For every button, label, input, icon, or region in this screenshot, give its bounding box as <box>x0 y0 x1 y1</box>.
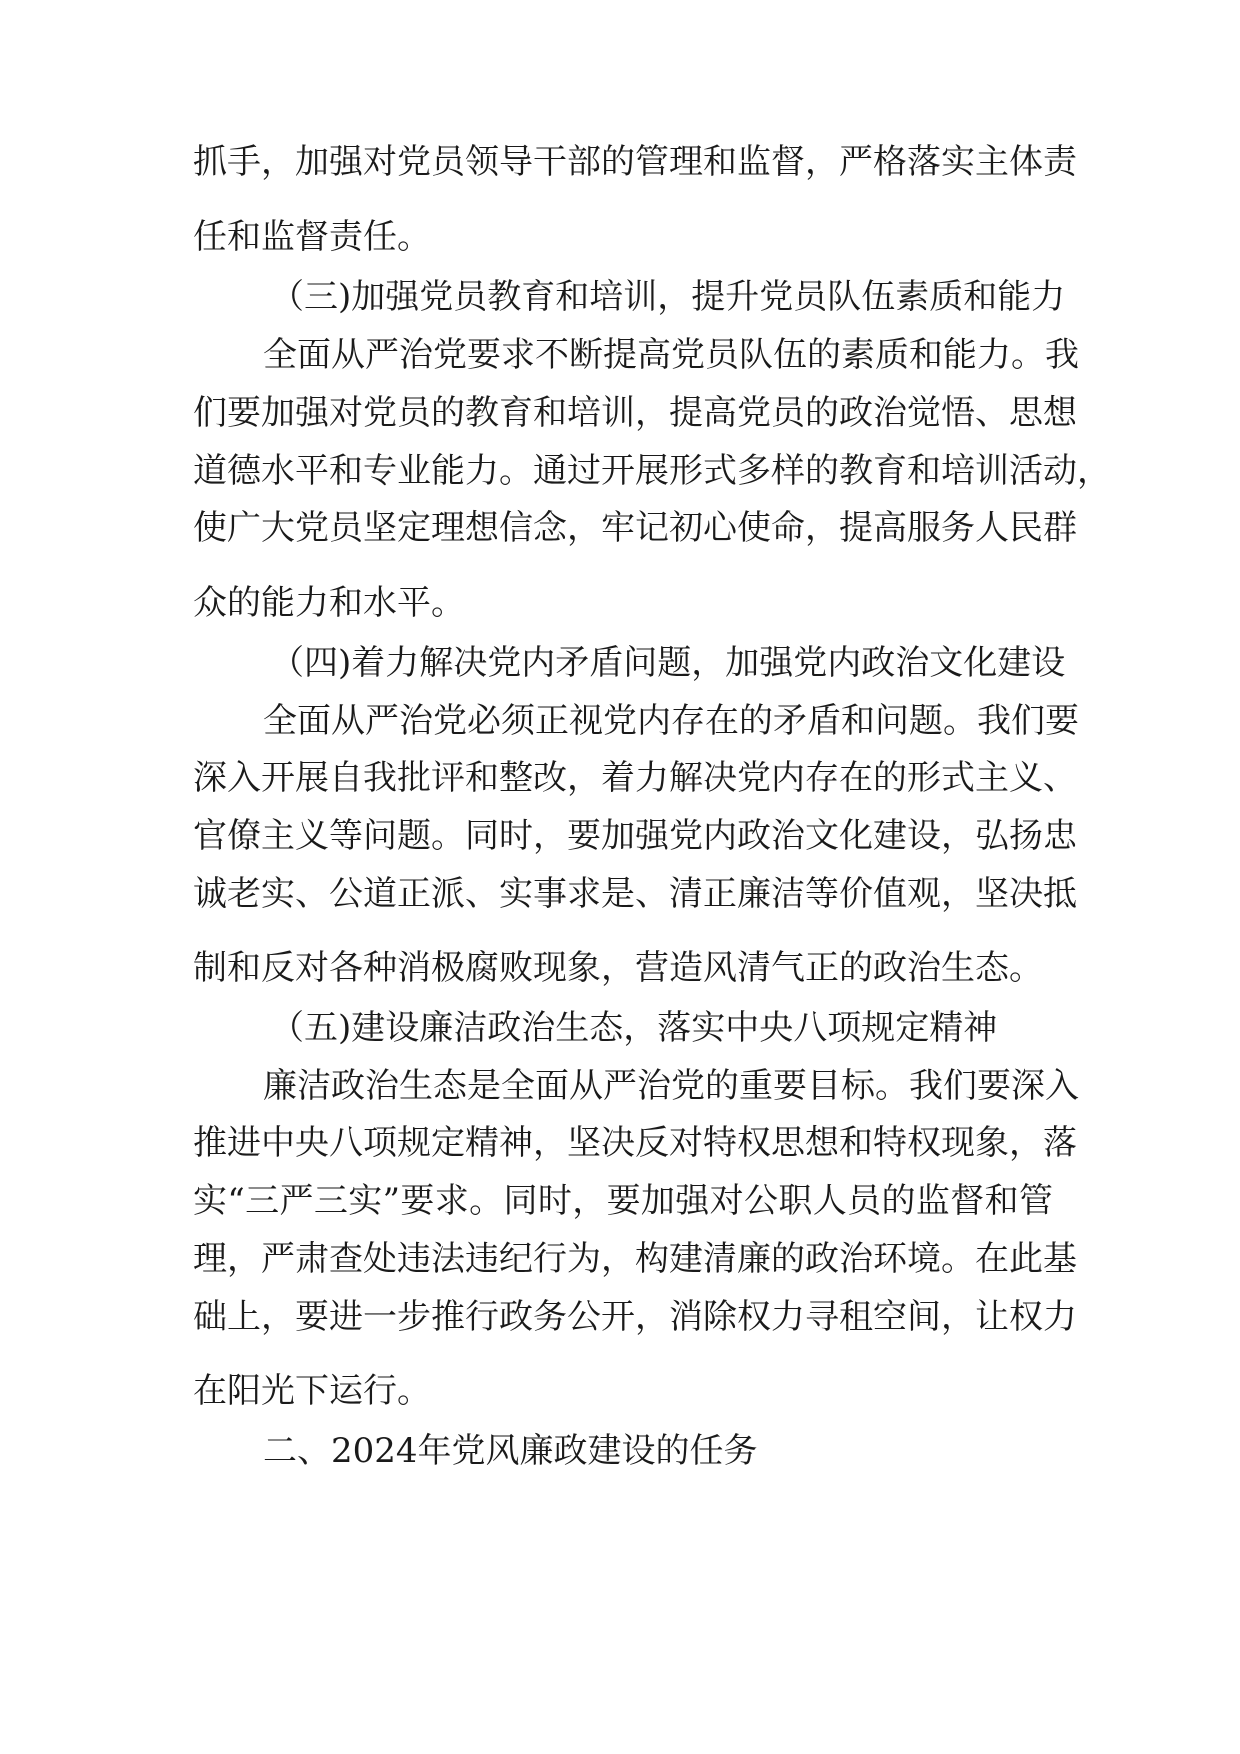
paragraph-line: 抓手，加强对党员领导干部的管理和监督，严格落实主体责 <box>193 142 1077 182</box>
paragraph-line: 道德水平和专业能力。通过开展形式多样的教育和培训活动， <box>193 451 1111 491</box>
paragraph-line: 在阳光下运行。 <box>193 1371 431 1411</box>
paragraph-line: 全面从严治党要求不断提高党员队伍的素质和能力。我 <box>263 335 1079 375</box>
paragraph-line: 制和反对各种消极腐败现象，营造风清气正的政治生态。 <box>193 948 1043 988</box>
paragraph-line: 础上，要进一步推行政务公开，消除权力寻租空间，让权力 <box>193 1297 1077 1337</box>
paragraph-line: 官僚主义等问题。同时，要加强党内政治文化建设，弘扬忠 <box>193 816 1077 856</box>
paragraph-line: 理，严肃查处违法违纪行为，构建清廉的政治环境。在此基 <box>193 1239 1077 1279</box>
paragraph-line: 诚老实、公道正派、实事求是、清正廉洁等价值观，坚决抵 <box>193 874 1077 914</box>
paragraph-line: 们要加强对党员的教育和培训，提高党员的政治觉悟、思想 <box>193 393 1077 433</box>
paragraph-line: 使广大党员坚定理想信念，牢记初心使命，提高服务人民群 <box>193 508 1077 548</box>
paragraph-line: 全面从严治党必须正视党内存在的矛盾和问题。我们要 <box>263 701 1079 741</box>
paragraph-line: 廉洁政治生态是全面从严治党的重要目标。我们要深入 <box>263 1066 1079 1106</box>
paragraph-line: 深入开展自我批评和整改，着力解决党内存在的形式主义、 <box>193 758 1077 798</box>
paragraph-line: 众的能力和水平。 <box>193 583 465 623</box>
section-heading-4: （四)着力解决党内矛盾问题，加强党内政治文化建设 <box>270 643 1066 683</box>
paragraph-line: 任和监督责任。 <box>193 217 431 257</box>
section-heading-3: （三)加强党员教育和培训，提升党员队伍素质和能力 <box>270 277 1066 317</box>
paragraph-line: 推进中央八项规定精神，坚决反对特权思想和特权现象，落 <box>193 1123 1077 1163</box>
section-heading-2: 二、2024年党风廉政建设的任务 <box>263 1431 758 1471</box>
paragraph-line: 实“三严三实”要求。同时，要加强对公职人员的监督和管 <box>193 1181 1053 1221</box>
section-heading-5: （五)建设廉洁政治生态，落实中央八项规定精神 <box>270 1008 998 1048</box>
